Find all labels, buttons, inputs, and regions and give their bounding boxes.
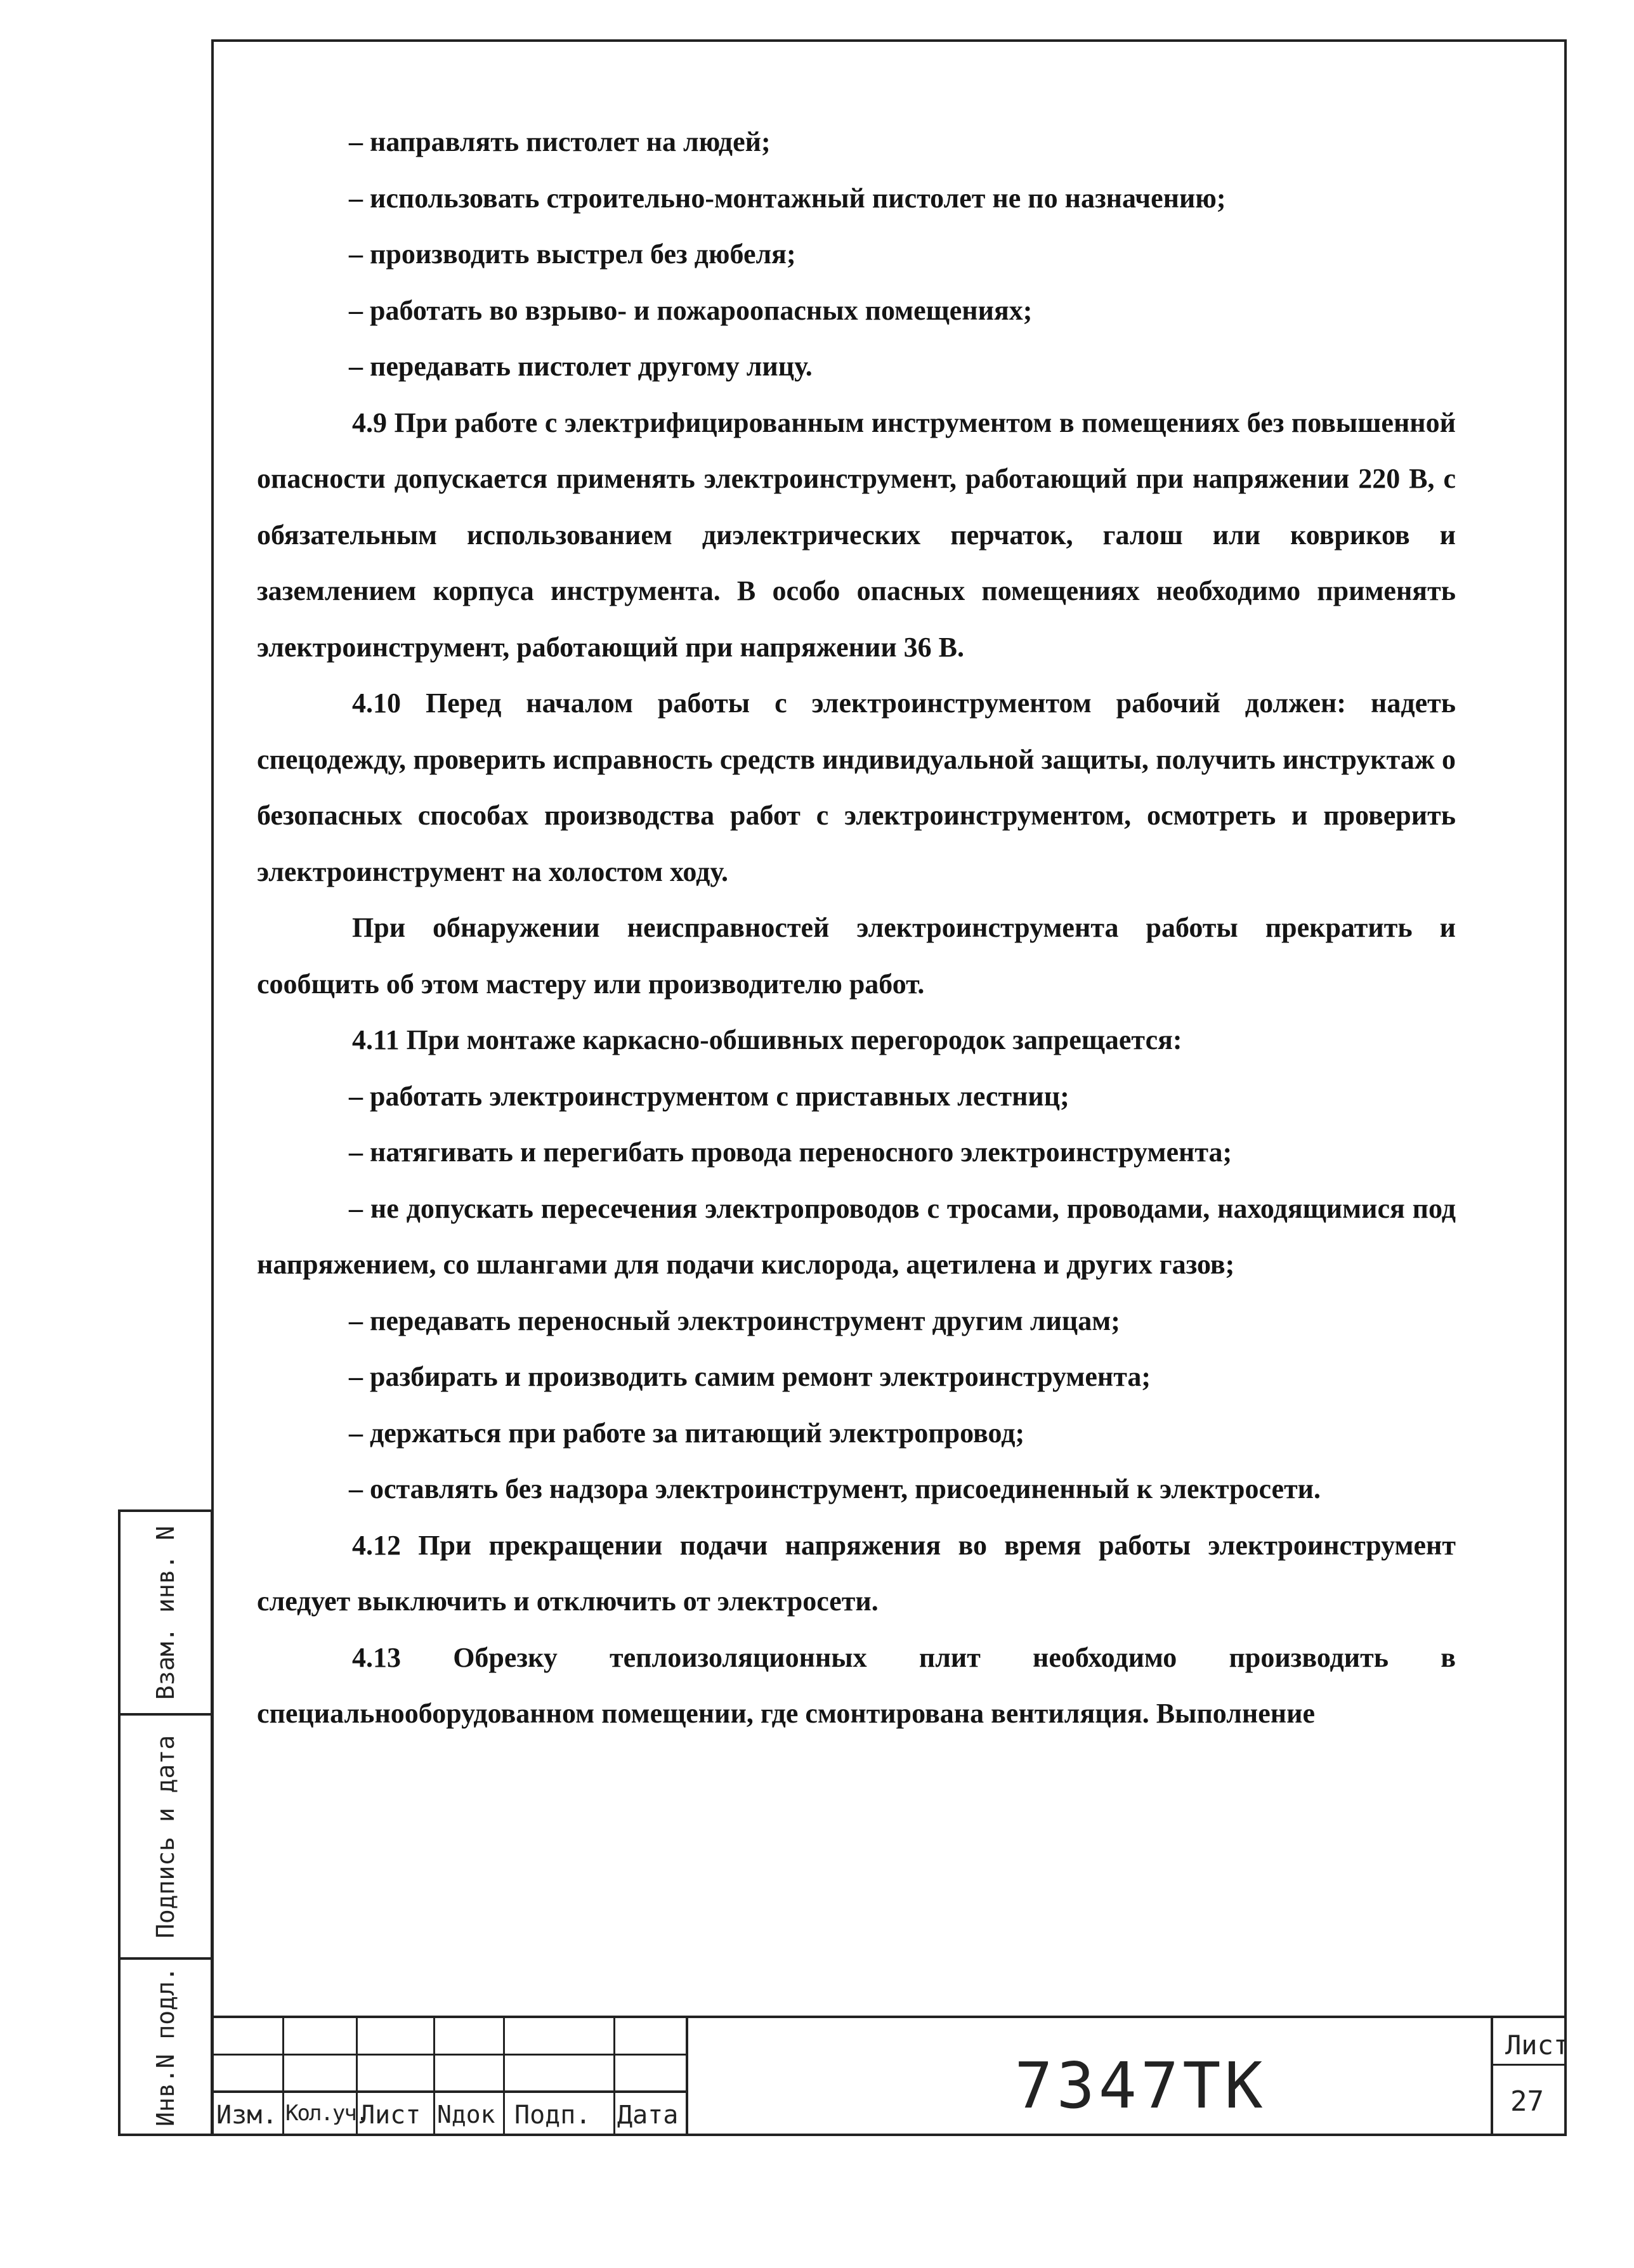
divider [433,2016,435,2136]
paragraph-4-10: 4.10 Перед началом работы с электроинструментом рабочий должен: надеть спецодежду, проверить исправность средств индивидуальной защиты, получить инструктаж о безопасных способах производства работ с электроинструментом, осмотреть и проверить электроинструмент на холостом ходу. [257,688,1456,887]
sheet-number: 27 [1510,2085,1544,2118]
divider [282,2016,284,2136]
stamp-cell-vzam [118,1509,213,1716]
paragraph-4-11: 4.11 При монтаже каркасно-обшивных перегородок запрещается: [352,1024,1182,1055]
divider [503,2016,505,2136]
stamp-label-vzam: Взам. инв. N [152,1525,180,1700]
col-izm-label: Изм. [216,2101,278,2130]
list-item: – натягивать и перегибать провода переносного электроинструмента; [349,1137,1232,1168]
list-item: – производить выстрел без дюбеля; [349,238,796,270]
col-list-label: Лист [360,2101,421,2130]
stamp-label-podpis: Подпись и дата [152,1735,180,1938]
list-item: – направлять пистолет на людей; [349,126,771,157]
paragraph-4-13: 4.13 Обрезку теплоизоляционных плит необходимо производить в специальнооборудованном помещении, где смонтирована вентиляция. Выполнение [257,1641,1456,1729]
divider [613,2016,615,2136]
document-code: 7347ТК [1014,2049,1267,2123]
list-item: – работать электроинструментом с приставных лестниц; [349,1080,1069,1112]
col-podp-label: Подп. [514,2101,591,2130]
stamp-label-inv: Инв.N подл. [152,1967,180,2127]
stamp-cell-podpis [118,1713,213,1960]
side-stamp [118,1509,213,2136]
paragraph-4-9: 4.9 При работе с электрифицированным инструментом в помещениях без повышенной опасности допускается применять электроинструмент, работающий при напряжении 220 В, с обязательным использованием диэлектрических перчаток, галош или ковриков и заземлением корпуса инструмента. В особо опасных помещениях необходимо применять электроинструмент, работающий при напряжении 36 В. [257,407,1456,663]
list-item: – использовать строительно-монтажный пистолет не по назначению; [349,182,1226,214]
divider [1491,2016,1493,2136]
col-data-label: Дата [617,2101,679,2130]
list-item: – передавать переносный электроинструмент другим лицам; [349,1305,1120,1336]
divider [211,2016,1567,2018]
divider [1491,2064,1567,2066]
title-block [211,2016,1570,2136]
list-item: – оставлять без надзора электроинструмент, присоединенный к электросети. [349,1473,1321,1504]
paragraph-4-12: 4.12 При прекращении подачи напряжения во время работы электроинструмент следует выключить и отключить от электросети. [257,1529,1456,1617]
list-item: – не допускать пересечения электропроводов с тросами, проводами, находящимися под напряжением, со шлангами для подачи кислорода, ацетилена и других газов; [257,1192,1456,1280]
document-body [257,114,1456,1742]
col-kol-label: Кол.уч. [285,2101,368,2126]
list-item: – передавать пистолет другому лицу. [349,351,813,382]
col-ndok-label: Nдок [437,2101,495,2128]
list-item: – разбирать и производить самим ремонт электроинструмента; [349,1361,1151,1392]
sheet-label: Лист [1505,2030,1570,2061]
list-item: – держаться при работе за питающий электропровод; [349,1417,1025,1449]
paragraph-defects: При обнаружении неисправностей электроинструмента работы прекратить и сообщить об этом мастеру или производителю работ. [257,912,1456,1000]
divider [686,2016,688,2136]
stamp-cell-inv [118,1957,213,2136]
list-item: – работать во взрыво- и пожароопасных помещениях; [349,294,1033,326]
